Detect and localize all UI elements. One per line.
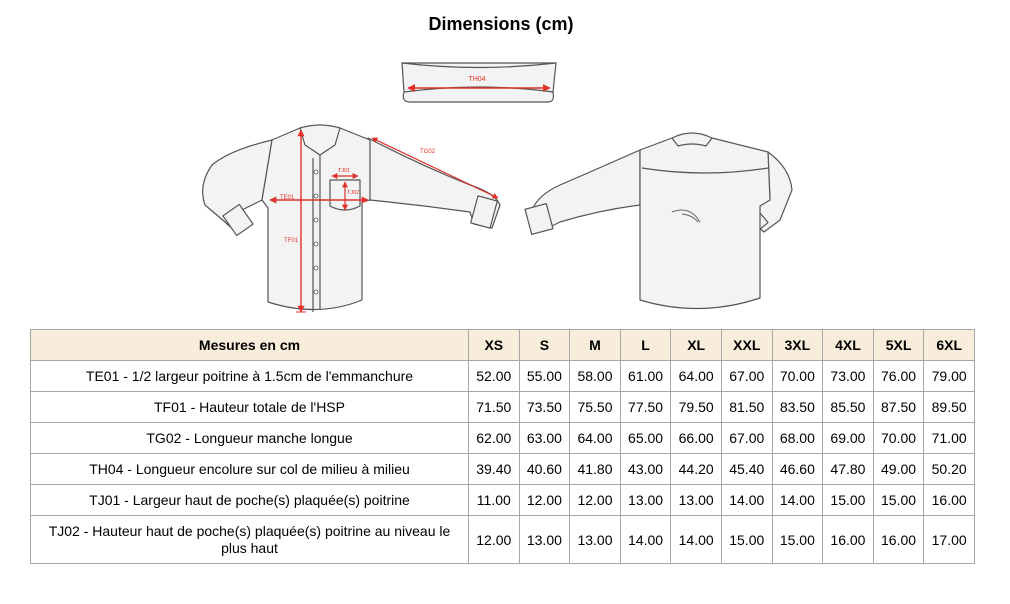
row-label: TJ02 - Hauteur haut de poche(s) plaquée(s) poitrine au niveau le plus haut: [31, 516, 469, 564]
table-cell: 14.00: [772, 485, 823, 516]
tj01-label: TJ01: [338, 168, 351, 174]
table-cell: 17.00: [924, 516, 975, 564]
table-cell: 41.80: [570, 454, 621, 485]
table-cell: 50.20: [924, 454, 975, 485]
table-cell: 15.00: [721, 516, 772, 564]
header-size: 4XL: [823, 330, 874, 361]
table-cell: 66.00: [671, 423, 722, 454]
table-cell: 65.00: [620, 423, 671, 454]
table-cell: 14.00: [620, 516, 671, 564]
table-cell: 61.00: [620, 361, 671, 392]
table-cell: 13.00: [620, 485, 671, 516]
header-label: Mesures en cm: [31, 330, 469, 361]
table-row: [31, 361, 975, 392]
table-header-row: [31, 330, 975, 361]
row-label: TJ01 - Largeur haut de poche(s) plaquée(s) poitrine: [31, 485, 469, 516]
header-size: 3XL: [772, 330, 823, 361]
table-cell: 15.00: [772, 516, 823, 564]
table-cell: 16.00: [873, 516, 924, 564]
table-cell: 87.50: [873, 392, 924, 423]
table-cell: 12.00: [570, 485, 621, 516]
table-cell: 44.20: [671, 454, 722, 485]
row-label: TF01 - Hauteur totale de l'HSP: [31, 392, 469, 423]
table-cell: 12.00: [469, 516, 520, 564]
table-cell: 85.50: [823, 392, 874, 423]
table-cell: 14.00: [671, 516, 722, 564]
header-size: 5XL: [873, 330, 924, 361]
table-cell: 71.00: [924, 423, 975, 454]
row-label: TE01 - 1/2 largeur poitrine à 1.5cm de l'emmanchure: [31, 361, 469, 392]
header-size: XL: [671, 330, 722, 361]
table-cell: 73.50: [519, 392, 570, 423]
table-cell: 13.00: [570, 516, 621, 564]
table-cell: 89.50: [924, 392, 975, 423]
header-size: XS: [469, 330, 520, 361]
table-cell: 16.00: [924, 485, 975, 516]
page-title: Dimensions (cm): [428, 14, 574, 34]
table-cell: 75.50: [570, 392, 621, 423]
table-cell: 55.00: [519, 361, 570, 392]
table-row: [31, 485, 975, 516]
table-cell: 70.00: [873, 423, 924, 454]
table-cell: 76.00: [873, 361, 924, 392]
table-cell: 49.00: [873, 454, 924, 485]
table-cell: 68.00: [772, 423, 823, 454]
size-chart-table: [30, 329, 975, 564]
table-cell: 16.00: [823, 516, 874, 564]
table-cell: 58.00: [570, 361, 621, 392]
te01-label: TE01: [280, 195, 295, 201]
row-label: TG02 - Longueur manche longue: [31, 423, 469, 454]
table-cell: 15.00: [873, 485, 924, 516]
table-cell: 64.00: [671, 361, 722, 392]
table-cell: 62.00: [469, 423, 520, 454]
tg02-label: TG02: [420, 149, 436, 155]
table-cell: 79.50: [671, 392, 722, 423]
tj02-label: TJ02: [347, 190, 360, 196]
table-cell: 64.00: [570, 423, 621, 454]
header-size: L: [620, 330, 671, 361]
table-cell: 70.00: [772, 361, 823, 392]
table-cell: 73.00: [823, 361, 874, 392]
table-cell: 45.40: [721, 454, 772, 485]
table-cell: 43.00: [620, 454, 671, 485]
header-size: XXL: [721, 330, 772, 361]
table-cell: 71.50: [469, 392, 520, 423]
shirt-back-drawing: [525, 133, 792, 309]
table-cell: 14.00: [721, 485, 772, 516]
table-cell: 63.00: [519, 423, 570, 454]
th04-label: TH04: [468, 76, 486, 83]
table-cell: 52.00: [469, 361, 520, 392]
shirt-front-drawing: [203, 125, 500, 312]
table-cell: 77.50: [620, 392, 671, 423]
header-size: S: [519, 330, 570, 361]
table-cell: 13.00: [519, 516, 570, 564]
header-size: 6XL: [924, 330, 975, 361]
table-cell: 11.00: [469, 485, 520, 516]
table-cell: 39.40: [469, 454, 520, 485]
table-cell: 79.00: [924, 361, 975, 392]
table-cell: 67.00: [721, 361, 772, 392]
table-cell: 67.00: [721, 423, 772, 454]
table-cell: 40.60: [519, 454, 570, 485]
table-row: [31, 392, 975, 423]
table-row: [31, 516, 975, 564]
table-cell: 12.00: [519, 485, 570, 516]
table-cell: 46.60: [772, 454, 823, 485]
table-cell: 81.50: [721, 392, 772, 423]
table-cell: 47.80: [823, 454, 874, 485]
table-cell: 13.00: [671, 485, 722, 516]
tf01-label: TF01: [284, 238, 299, 244]
header-size: M: [570, 330, 621, 361]
table-row: [31, 454, 975, 485]
table-cell: 83.50: [772, 392, 823, 423]
row-label: TH04 - Longueur encolure sur col de milieu à milieu: [31, 454, 469, 485]
table-cell: 69.00: [823, 423, 874, 454]
table-cell: 15.00: [823, 485, 874, 516]
table-row: [31, 423, 975, 454]
